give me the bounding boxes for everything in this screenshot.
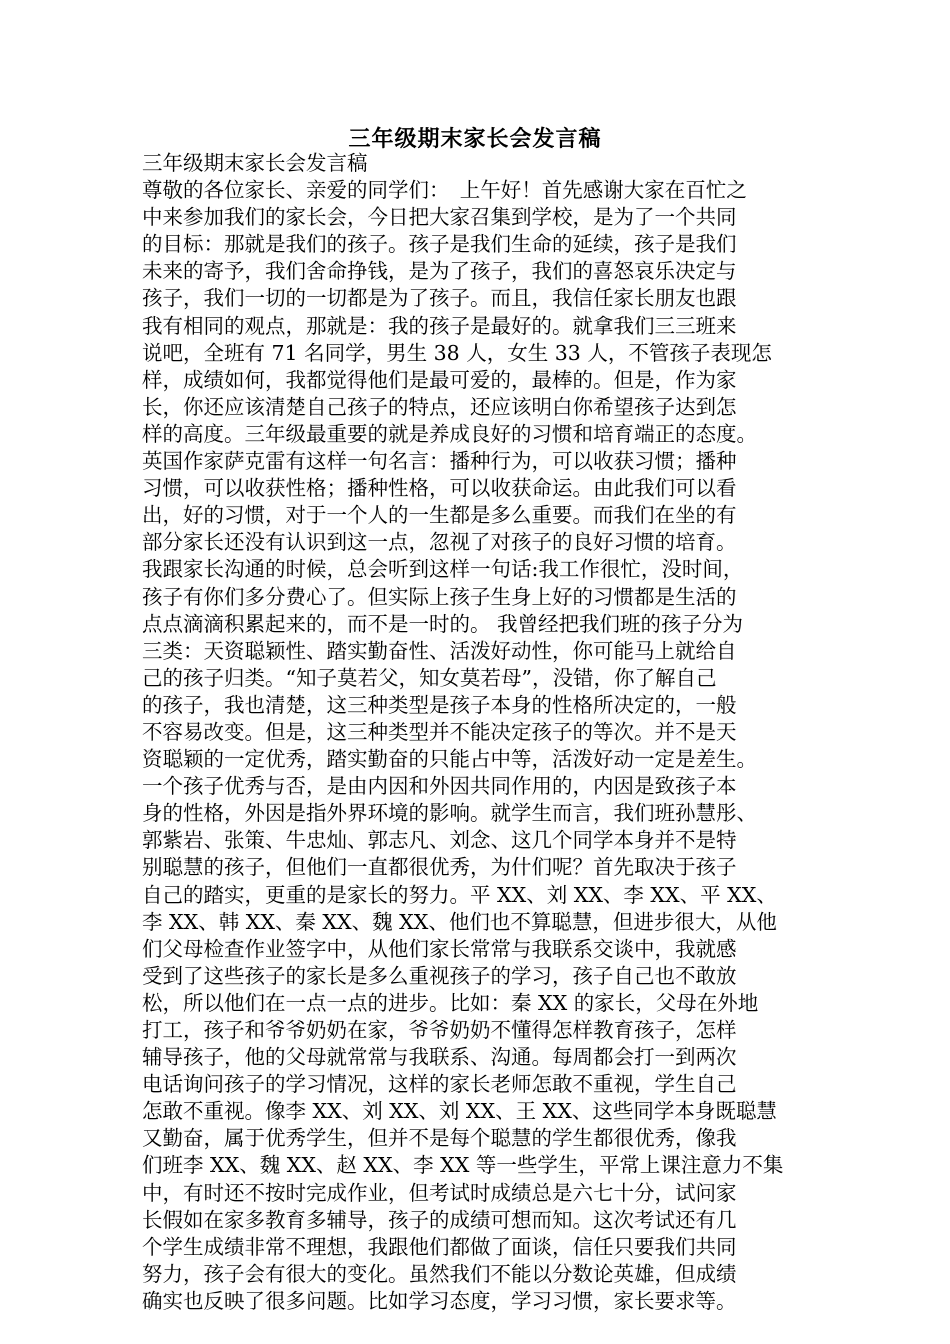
body-text-line: 们父母检查作业签字中，从他们家长常常与我联系交谈中，我就感 [142,936,737,961]
document-subtitle: 三年级期末家长会发言稿 [142,151,368,175]
body-text-line: 电话询问孩子的学习情况，这样的家长老师怎敢不重视，学生自己 [142,1072,737,1097]
body-text-line: 不容易改变。但是，这三种类型并不能决定孩子的等次。并不是天 [142,719,737,744]
body-text-line: 资聪颖的一定优秀，踏实勤奋的只能占中等，活泼好动一定是差生。 [142,747,757,772]
body-text-line: 怎敢不重视。像李 XX、刘 XX、刘 XX、王 XX、这些同学本身既聪慧 [142,1099,777,1124]
body-text-line: 孩子，我们一切的一切都是为了孩子。而且，我信任家长朋友也跟 [142,286,737,311]
body-text-line: 个学生成绩非常不理想，我跟他们都做了面谈，信任只要我们共同 [142,1234,737,1259]
body-text-line: 习惯，可以收获性格；播种性格，可以收获命运。由此我们可以看 [142,476,737,501]
body-text-line: 又勤奋，属于优秀学生，但并不是每个聪慧的学生都很优秀，像我 [142,1126,737,1151]
body-text-line: 长假如在家多教育多辅导，孩子的成绩可想而知。这次考试还有几 [142,1207,737,1232]
body-text-line: 三类：天资聪颖性、踏实勤奋性、活泼好动性，你可能马上就给自 [142,638,737,663]
body-text-line: 别聪慧的孩子，但他们一直都很优秀，为什们呢？首先取决于孩子 [142,855,737,880]
body-text-line: 打工，孩子和爷爷奶奶在家，爷爷奶奶不懂得怎样教育孩子，怎样 [142,1018,737,1042]
body-text-line: 点点滴滴积累起来的，而不是一时的。 我曾经把我们班的孩子分为 [142,611,744,636]
body-text-line: 松，所以他们在一点一点的进步。比如：秦 XX 的家长，父母在外地 [142,990,759,1015]
document-title: 三年级期末家长会发言稿 [348,126,602,152]
body-text-line: 们班李 XX、魏 XX、赵 XX、李 XX 等一些学生，平常上课注意力不集 [142,1153,784,1178]
body-text-line: 一个孩子优秀与否，是由内因和外因共同作用的，内因是致孩子本 [142,774,737,799]
body-text-line: 孩子有你们多分费心了。但实际上孩子生身上好的习惯都是生活的 [142,584,737,609]
body-text-line: 尊敬的各位家长、亲爱的同学们： 上午好！首先感谢大家在百忙之 [142,178,747,203]
body-text-line: 说吧，全班有 71 名同学，男生 38 人，女生 33 人，不管孩子表现怎 [142,340,772,365]
body-text-line: 我跟家长沟通的时候，总会听到这样一句话:我工作很忙，没时间， [142,557,744,582]
document-body [142,150,822,1315]
body-text-line: 样，成绩如何，我都觉得他们是最可爱的，最棒的。但是，作为家 [142,367,737,392]
body-text-line: 出，好的习惯，对于一个人的一生都是多么重要。而我们在坐的有 [142,503,737,528]
body-text-line: 确实也反映了很多问题。比如学习态度，学习习惯，家长要求等。 [142,1288,737,1313]
body-text-line: 受到了这些孩子的家长是多么重视孩子的学习，孩子自己也不敢放 [142,963,737,988]
body-text-line: 郭紫岩、张策、牛忠灿、郭志凡、刘念、这几个同学本身并不是特 [142,828,737,853]
body-text-line: 中，有时还不按时完成作业，但考试时成绩总是六七十分，试问家 [142,1180,737,1205]
body-text-line: 的目标：那就是我们的孩子。孩子是我们生命的延续，孩子是我们 [142,232,737,257]
body-text-line: 李 XX、韩 XX、秦 XX、魏 XX、他们也不算聪慧，但进步很大，从他 [142,909,777,934]
body-text-line: 英国作家萨克雷有这样一句名言：播种行为，可以收获习惯；播种 [142,449,737,474]
body-text-line: 辅导孩子，他的父母就常常与我联系、沟通。每周都会打一到两次 [142,1045,737,1070]
body-text-line: 己的孩子归类。“知子莫若父，知女莫若母”，没错，你了解自己 [142,665,717,690]
body-text-line: 未来的寄予，我们舍命挣钱，是为了孩子，我们的喜怒哀乐决定与 [142,259,737,284]
body-text-line: 的孩子，我也清楚，这三种类型是孩子本身的性格所决定的，一般 [142,692,737,717]
body-text-line: 我有相同的观点，那就是：我的孩子是最好的。就拿我们三三班来 [142,313,737,338]
body-text-line: 样的高度。三年级最重要的就是养成良好的习惯和培育端正的态度。 [142,421,757,446]
body-text-line: 身的性格，外因是指外界环境的影响。就学生而言，我们班孙慧彤、 [142,801,757,826]
body-text-line: 长，你还应该清楚自己孩子的特点，还应该明白你希望孩子达到怎 [142,394,737,419]
body-text-line: 自己的踏实，更重的是家长的努力。平 XX、刘 XX、李 XX、平 XX、 [142,882,777,907]
body-text-line: 部分家长还没有认识到这一点，忽视了对孩子的良好习惯的培育。 [142,530,737,555]
body-text-line: 努力，孩子会有很大的变化。虽然我们不能以分数论英雄，但成绩 [142,1261,737,1286]
body-text-line: 中来参加我们的家长会，今日把大家召集到学校，是为了一个共同 [142,205,737,230]
